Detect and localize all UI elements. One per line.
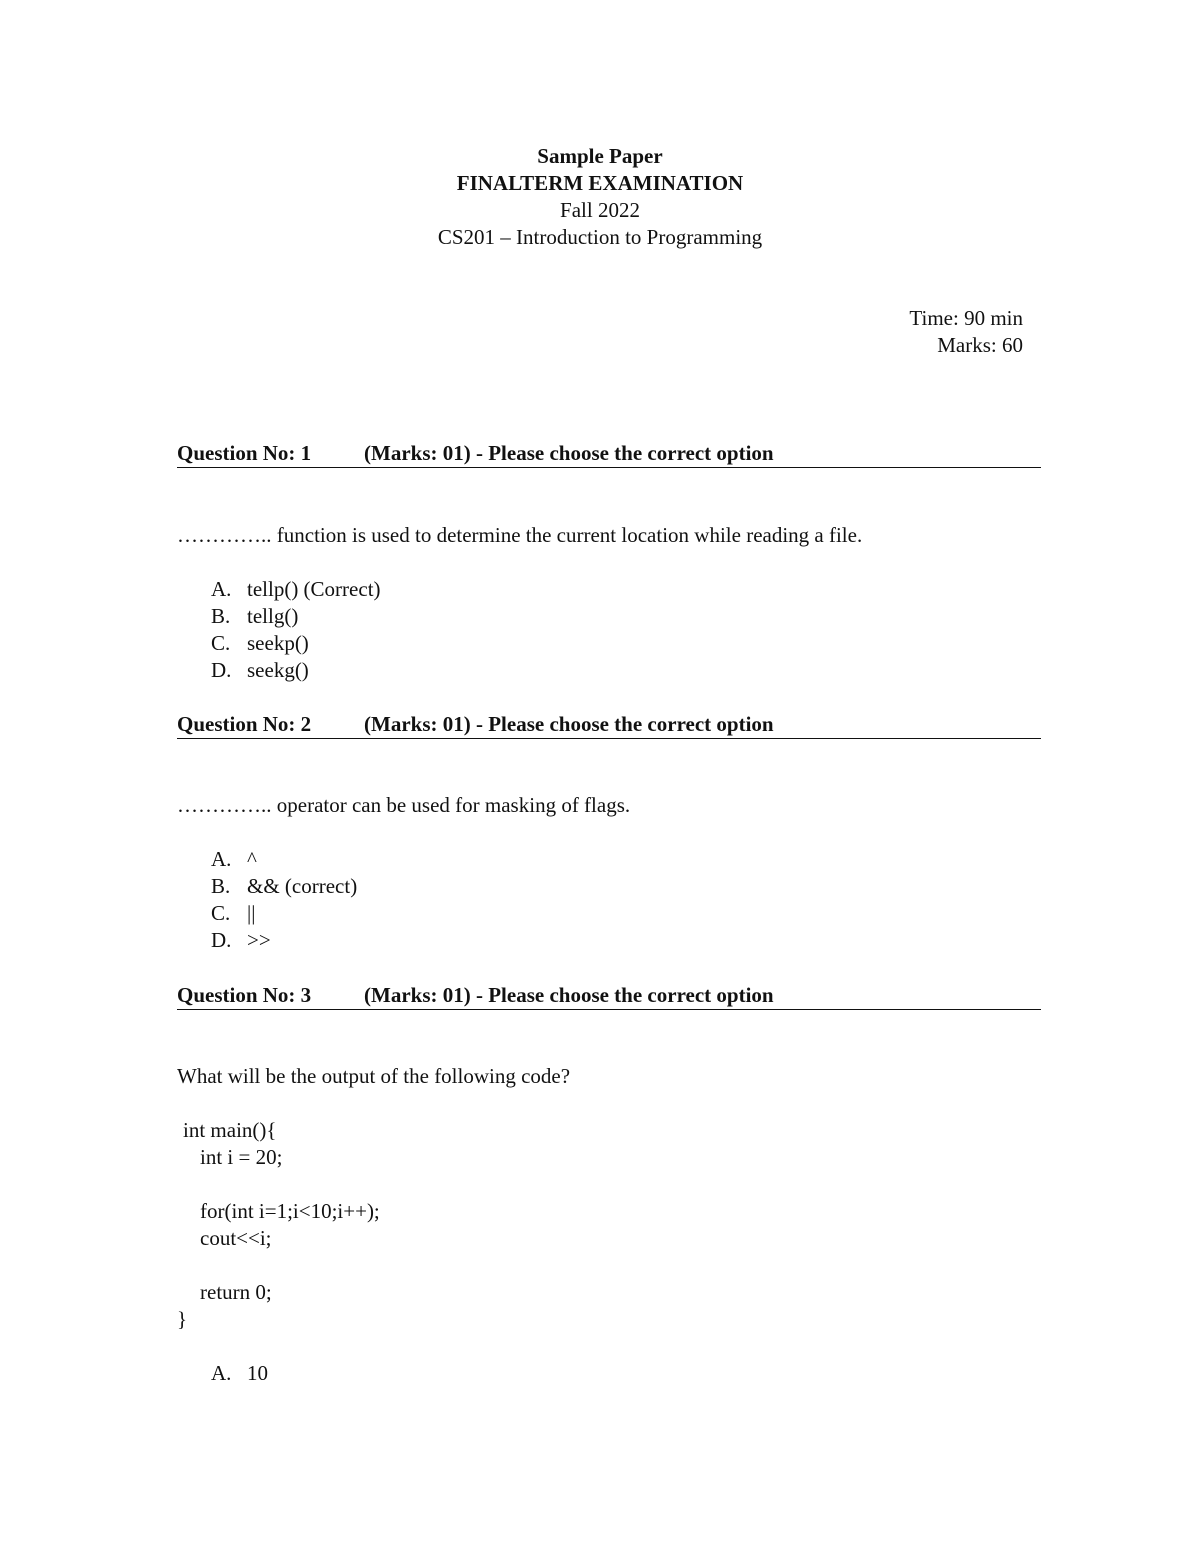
paper-title: Sample Paper — [537, 144, 663, 168]
option-letter: D. — [211, 658, 232, 682]
question-number: Question No: 3 — [177, 983, 312, 1007]
question-text: ………….. function is used to determine the current location while reading a file. — [177, 523, 863, 547]
option-item — [211, 873, 357, 900]
code-line: } — [177, 1307, 188, 1331]
option-item — [211, 1360, 268, 1387]
option-text: seekg() — [247, 658, 309, 682]
option-letter: B. — [211, 874, 231, 898]
option-text: >> — [247, 928, 271, 952]
option-letter: C. — [211, 901, 231, 925]
code-line: int main(){ — [183, 1118, 277, 1142]
option-text: || — [247, 901, 256, 925]
option-text: seekp() — [247, 631, 309, 655]
option-letter: A. — [211, 577, 232, 601]
option-letter: B. — [211, 604, 231, 628]
option-text: tellg() — [247, 604, 299, 628]
exam-title: FINALTERM EXAMINATION — [456, 171, 744, 195]
option-text: && (correct) — [247, 874, 358, 898]
code-line: cout<<i; — [200, 1226, 272, 1250]
exam-time: Time: 90 min — [909, 306, 1023, 330]
code-line: return 0; — [200, 1280, 272, 1304]
exam-term: Fall 2022 — [560, 198, 640, 222]
question-number: Question No: 1 — [177, 441, 312, 465]
question-marks: (Marks: 01) - Please choose the correct option — [364, 712, 774, 736]
exam-marks: Marks: 60 — [937, 333, 1023, 357]
course-title: CS201 – Introduction to Programming — [437, 225, 763, 249]
code-line: for(int i=1;i<10;i++); — [200, 1199, 380, 1223]
question-heading — [177, 711, 1041, 739]
question-marks: (Marks: 01) - Please choose the correct option — [364, 441, 774, 465]
question-marks: (Marks: 01) - Please choose the correct option — [364, 983, 774, 1007]
question-text: ………….. operator can be used for masking of flags. — [177, 793, 631, 817]
option-item — [211, 846, 257, 873]
question-heading — [177, 982, 1041, 1010]
option-letter: C. — [211, 631, 231, 655]
option-item — [211, 900, 255, 927]
option-item — [211, 657, 309, 684]
option-letter: A. — [211, 847, 232, 871]
question-number: Question No: 2 — [177, 712, 312, 736]
code-line: int i = 20; — [200, 1145, 283, 1169]
option-item — [211, 927, 271, 954]
question-heading — [177, 440, 1041, 468]
option-text: tellp() (Correct) — [247, 577, 381, 601]
option-item — [211, 630, 309, 657]
option-item — [211, 576, 381, 603]
option-letter: D. — [211, 928, 232, 952]
option-letter: A. — [211, 1361, 232, 1385]
option-item — [211, 603, 298, 630]
question-text: What will be the output of the following code? — [177, 1064, 571, 1088]
option-text: 10 — [247, 1361, 268, 1385]
option-text: ^ — [247, 847, 257, 871]
